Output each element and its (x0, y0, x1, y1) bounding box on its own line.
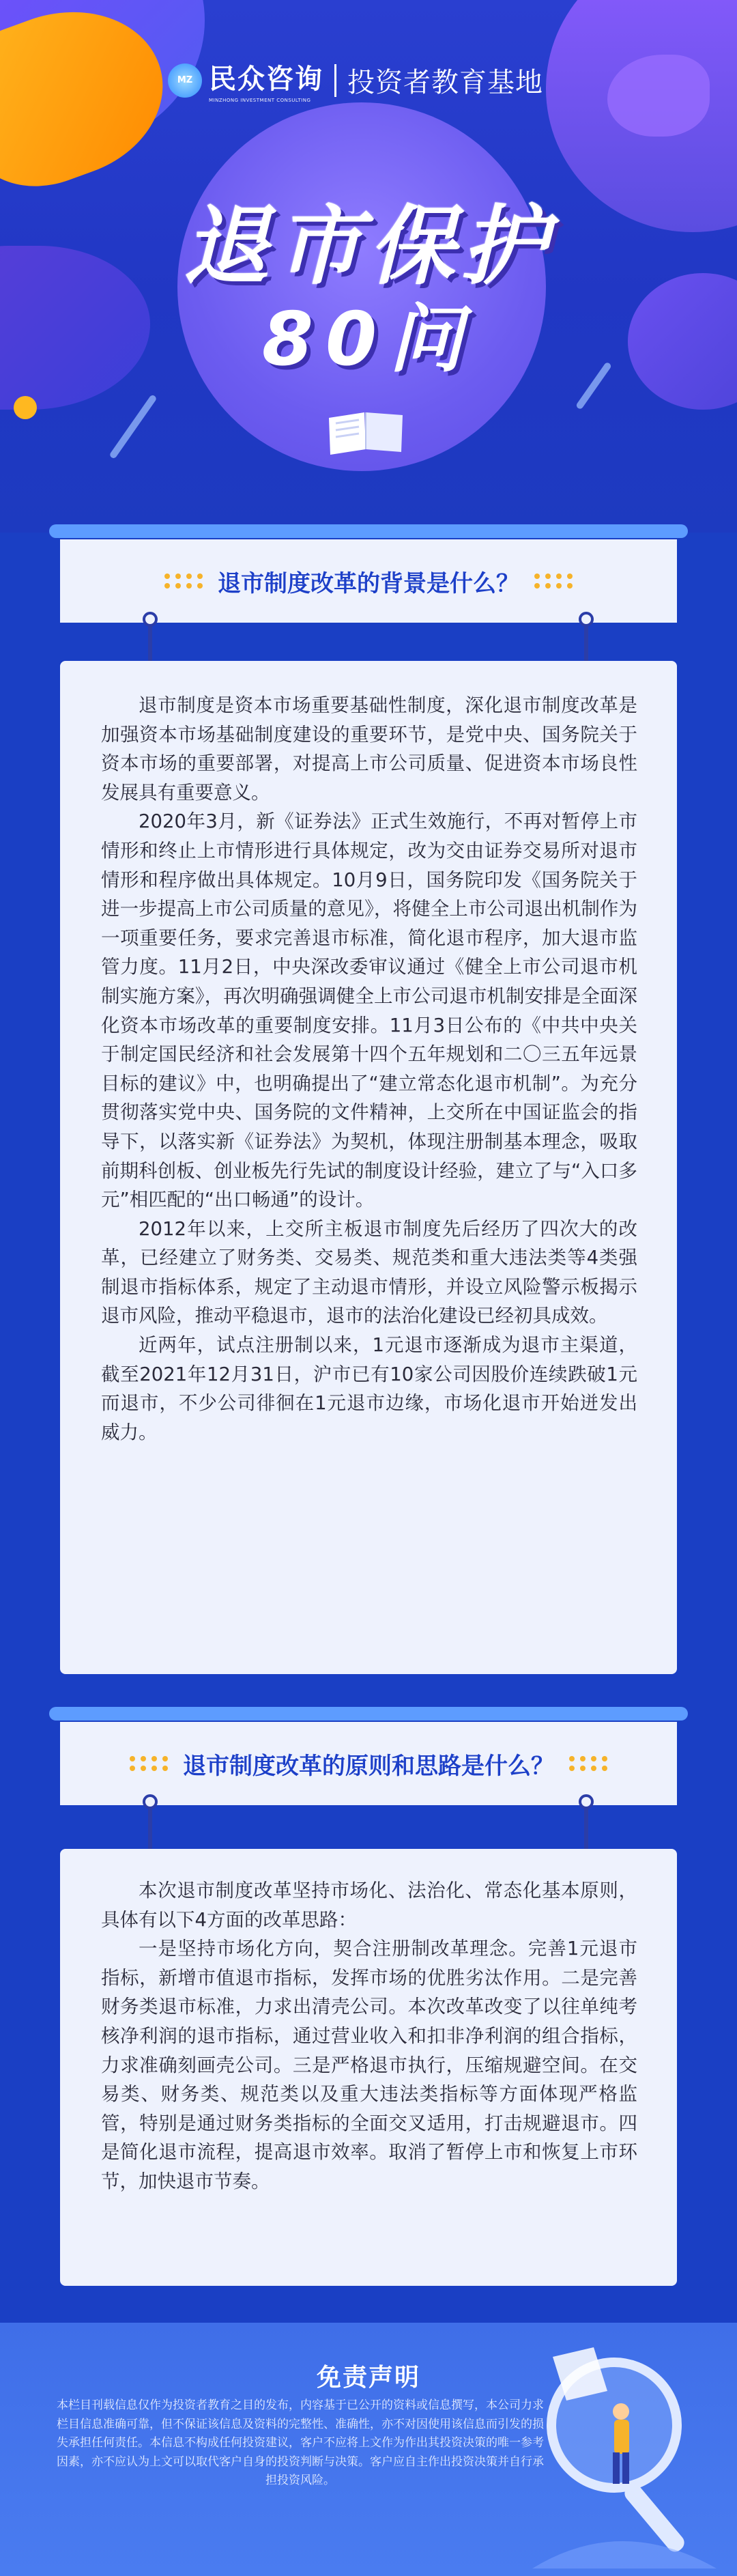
section-top-bar (49, 524, 688, 538)
brand-block (209, 57, 323, 103)
logo-icon: MZ (168, 63, 202, 98)
hero-banner (0, 0, 737, 533)
paragraph: 本次退市制度改革坚持市场化、法治化、常态化基本原则，具体有以下4方面的改革思路： (101, 1880, 637, 1931)
decor-stick (109, 394, 157, 459)
disclaimer-footer (0, 2323, 737, 2576)
page-title: 退市保护 (183, 196, 554, 296)
section-title: 退市制度改革的背景是什么？ (218, 569, 519, 597)
logo-divider (334, 64, 336, 97)
decor-dot (14, 396, 37, 419)
disclaimer-title: 免责声明 (316, 2364, 420, 2392)
paragraph: 一是坚持市场化方向，契合注册制改革理念。完善1元退市指标，新增市值退市指标，发挥市场的优胜劣汰作用。二是完善财务类退市标准，力求出清壳公司。本次改革改变了以往单纯考核净利润的退市指标，通过营业收入和扣非净利润的组合指标，力求准确刻画壳公司。三是严格退市执行，压缩规避空间。在交易类、财务类、规范类以及重大违法类指标等方面体现严格监管，特别是通过财务类指标的全面交叉适用，打击规避退市。四是简化退市流程，提高退市效率。取消了暂停上市和恢复上市环节，加快退市节奏。 (101, 1938, 637, 2192)
section-title: 退市制度改革的原则和思路是什么？ (183, 1752, 554, 1780)
paragraph: 近两年，试点注册制以来，1元退市逐渐成为退市主渠道，截至2021年12月31日，沪市已有10家公司因股价连续跌破1元而退市，不少公司徘徊在1元退市边缘，市场化退市开始迸发出威力。 (101, 1334, 637, 1443)
brand-name: 民众咨询 (209, 63, 323, 95)
connector-ring (579, 1794, 594, 1809)
brand-logo (168, 57, 543, 103)
dots-decoration (164, 574, 203, 589)
paragraph: 2020年3月，新《证券法》正式生效施行，不再对暂停上市情形和终止上市情形进行具体规定，改为交由证券交易所对退市情形和程序做出具体规定。10月9日，国务院印发《国务院关于进一步提高上市公司质量的意见》，将健全上市公司退出机制作为一项重要任务，要求完善退市标准，简化退市程序，加大退市监管力度。11月2日，中央深改委审议通过《健全上市公司退市机制实施方案》，再次明确强调健全上市公司退市机制安排是全面深化资本市场改革的重要制度安排。11月3日公布的《中共中央关于制定国民经济和社会发展第十四个五年规划和二〇三五年远景目标的建议》中，也明确提出了“建立常态化退市机制”。为充分贯彻落实党中央、国务院的文件精神，上交所在中国证监会的指导下，以落实新《证券法》为契机，体现注册制基本理念，吸取前期科创板、创业板先行先试的制度设计经验，建立了与“入口多元”相匹配的“出口畅通”的设计。 (101, 810, 637, 1211)
open-book-icon (326, 408, 405, 456)
dots-decoration (534, 574, 573, 589)
dots-decoration (569, 1756, 607, 1771)
section-body-card (60, 1849, 677, 2286)
paragraph: 退市制度是资本市场重要基础性制度，深化退市制度改革是加强资本市场基础制度建设的重要环节，是党中央、国务院关于资本市场的重要部署，对提高上市公司质量、促进资本市场良性发展具有重要意义。 (101, 694, 637, 804)
brand-subtitle: 投资者教育基地 (347, 67, 543, 98)
connector-ring (143, 612, 158, 627)
section-title-card (60, 539, 677, 623)
dots-decoration (130, 1756, 168, 1771)
section-title-card (60, 1722, 677, 1805)
connector-ring (579, 612, 594, 627)
brand-english: MINZHONG INVESTMENT CONSULTING (209, 98, 311, 103)
connector-ring (143, 1794, 158, 1809)
section-body-card (60, 661, 677, 1674)
paragraph: 2012年以来，上交所主板退市制度先后经历了四次大的改革，已经建立了财务类、交易类、规范类和重大违法类等4类强制退市指标体系，规定了主动退市情形，并设立风险警示板揭示退市风险，推动平稳退市，退市的法治化建设已经初具成效。 (101, 1217, 637, 1327)
section-top-bar (49, 1707, 688, 1721)
page-title-number: 80问 (261, 297, 476, 382)
disclaimer-text: 本栏目刊载信息仅作为投资者教育之目的发布，内容基于已公开的资料或信息撰写，本公司力求栏目信息准确可靠，但不保证该信息及资料的完整性、准确性，亦不对因使用该信息而引发的损失承担任何责任。本信息不构成任何投资建议，客户不应将上文作为作出其投资决策的唯一参考因素，亦不应认为上文可以取代客户自身的投资判断与决策。客户应自主作出投资决策并自行承担投资风险。 (57, 2398, 544, 2487)
